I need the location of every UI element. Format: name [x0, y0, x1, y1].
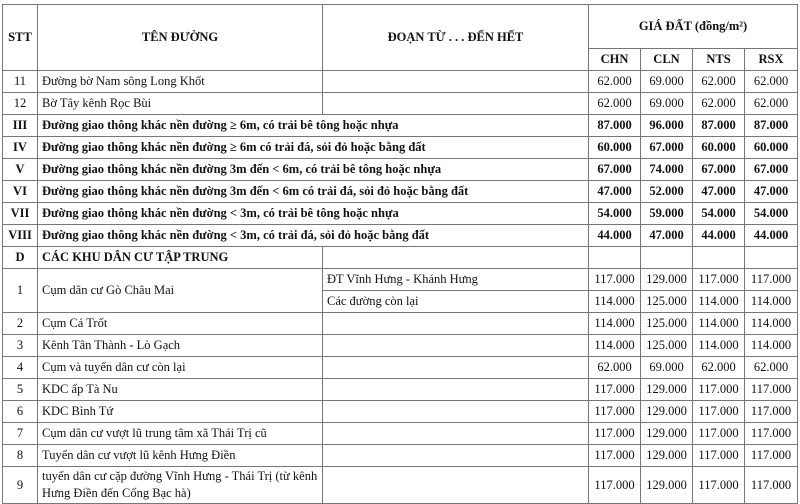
row-name: CÁC KHU DÂN CƯ TẬP TRUNG	[38, 247, 323, 269]
row-segment: ĐT Vĩnh Hưng - Khánh Hưng	[323, 269, 589, 291]
row-segment	[323, 335, 589, 357]
price-nts: 62.000	[693, 71, 745, 93]
price-nts	[693, 247, 745, 269]
row-segment	[323, 247, 589, 269]
row-stt: 4	[3, 357, 38, 379]
table-row	[3, 401, 798, 423]
section-row	[3, 247, 798, 269]
row-segment	[323, 93, 589, 115]
row-stt: 7	[3, 423, 38, 445]
price-cln: 129.000	[641, 445, 693, 467]
row-segment	[323, 445, 589, 467]
row-stt: 8	[3, 445, 38, 467]
header-stt: STT	[3, 5, 38, 71]
price-rsx	[745, 247, 798, 269]
price-rsx: 114.000	[745, 313, 798, 335]
row-stt: VI	[3, 181, 38, 203]
price-nts: 117.000	[693, 423, 745, 445]
table-row	[3, 269, 798, 291]
row-stt: D	[3, 247, 38, 269]
price-cln: 125.000	[641, 291, 693, 313]
row-name: Cụm dân cư vượt lũ trung tâm xã Thái Trị cũ	[38, 423, 323, 445]
row-stt: III	[3, 115, 38, 137]
section-row	[3, 225, 798, 247]
price-nts: 47.000	[693, 181, 745, 203]
price-cln	[641, 247, 693, 269]
price-cln: 129.000	[641, 423, 693, 445]
row-segment	[323, 71, 589, 93]
table-row	[3, 445, 798, 467]
header-price-group: GIÁ ĐẤT (đồng/m²)	[589, 5, 798, 49]
header-name: TÊN ĐƯỜNG	[38, 5, 323, 71]
price-chn: 117.000	[589, 423, 641, 445]
price-rsx: 62.000	[745, 357, 798, 379]
table-row	[3, 423, 798, 445]
price-cln: 69.000	[641, 93, 693, 115]
price-rsx: 117.000	[745, 423, 798, 445]
price-nts: 54.000	[693, 203, 745, 225]
price-nts: 114.000	[693, 313, 745, 335]
section-row	[3, 181, 798, 203]
price-rsx: 117.000	[745, 379, 798, 401]
price-cln: 69.000	[641, 357, 693, 379]
price-rsx: 62.000	[745, 93, 798, 115]
row-stt: 12	[3, 93, 38, 115]
table-row	[3, 357, 798, 379]
row-name: Đường giao thông khác nền đường 3m đến < 6m có trải đá, sỏi đỏ hoặc bằng đất	[38, 181, 589, 203]
table-row	[3, 379, 798, 401]
row-name: Cụm và tuyến dân cư còn lại	[38, 357, 323, 379]
price-nts: 117.000	[693, 269, 745, 291]
price-chn: 117.000	[589, 467, 641, 504]
row-stt: 9	[3, 467, 38, 504]
price-nts: 87.000	[693, 115, 745, 137]
price-rsx: 47.000	[745, 181, 798, 203]
price-chn: 87.000	[589, 115, 641, 137]
price-rsx: 44.000	[745, 225, 798, 247]
price-cln: 69.000	[641, 71, 693, 93]
price-nts: 114.000	[693, 291, 745, 313]
row-name: Tuyến dân cư vượt lũ kênh Hưng Điền	[38, 445, 323, 467]
header-segment: ĐOẠN TỪ . . . ĐẾN HẾT	[323, 5, 589, 71]
row-name: Đường bờ Nam sông Long Khốt	[38, 71, 323, 93]
price-chn: 114.000	[589, 313, 641, 335]
section-row	[3, 137, 798, 159]
price-chn: 117.000	[589, 445, 641, 467]
price-rsx: 114.000	[745, 291, 798, 313]
section-row	[3, 203, 798, 225]
row-segment: Các đường còn lại	[323, 291, 589, 313]
row-segment	[323, 401, 589, 423]
price-chn: 67.000	[589, 159, 641, 181]
price-cln: 129.000	[641, 401, 693, 423]
row-stt: 3	[3, 335, 38, 357]
row-stt: 6	[3, 401, 38, 423]
table-row	[3, 93, 798, 115]
row-segment	[323, 357, 589, 379]
price-nts: 60.000	[693, 137, 745, 159]
row-stt: 11	[3, 71, 38, 93]
row-name: Kênh Tân Thành - Lò Gạch	[38, 335, 323, 357]
price-chn: 62.000	[589, 93, 641, 115]
price-nts: 114.000	[693, 335, 745, 357]
price-nts: 117.000	[693, 467, 745, 504]
row-name: Đường giao thông khác nền đường 3m đến < 6m, có trải bê tông hoặc nhựa	[38, 159, 589, 181]
table-row	[3, 313, 798, 335]
header-cln: CLN	[641, 49, 693, 71]
price-cln: 129.000	[641, 379, 693, 401]
price-nts: 117.000	[693, 445, 745, 467]
price-chn: 114.000	[589, 291, 641, 313]
row-name: KDC Bình Tứ	[38, 401, 323, 423]
price-chn: 114.000	[589, 335, 641, 357]
row-name: tuyến dân cư cặp đường Vĩnh Hưng - Thái Trị (từ kênh Hưng Điền đến Cống Bạc hà)	[38, 467, 323, 504]
price-nts: 67.000	[693, 159, 745, 181]
price-chn: 117.000	[589, 401, 641, 423]
row-stt: 5	[3, 379, 38, 401]
row-segment	[323, 467, 589, 504]
price-nts: 62.000	[693, 357, 745, 379]
price-rsx: 117.000	[745, 401, 798, 423]
row-segment	[323, 379, 589, 401]
row-name: Bờ Tây kênh Rọc Bùi	[38, 93, 323, 115]
price-rsx: 62.000	[745, 71, 798, 93]
price-nts: 117.000	[693, 379, 745, 401]
price-cln: 125.000	[641, 335, 693, 357]
price-cln: 67.000	[641, 137, 693, 159]
row-stt: IV	[3, 137, 38, 159]
price-rsx: 117.000	[745, 445, 798, 467]
price-nts: 44.000	[693, 225, 745, 247]
price-chn: 60.000	[589, 137, 641, 159]
price-rsx: 67.000	[745, 159, 798, 181]
price-chn	[589, 247, 641, 269]
row-name: KDC ấp Tà Nu	[38, 379, 323, 401]
price-rsx: 60.000	[745, 137, 798, 159]
section-row	[3, 159, 798, 181]
row-name: Cụm Cá Trốt	[38, 313, 323, 335]
price-chn: 117.000	[589, 379, 641, 401]
table-row	[3, 467, 798, 504]
land-price-table	[2, 4, 798, 504]
price-chn: 54.000	[589, 203, 641, 225]
row-name: Đường giao thông khác nền đường ≥ 6m, có trải bê tông hoặc nhựa	[38, 115, 589, 137]
price-rsx: 117.000	[745, 467, 798, 504]
row-segment	[323, 313, 589, 335]
table-row	[3, 71, 798, 93]
header-nts: NTS	[693, 49, 745, 71]
row-stt: VIII	[3, 225, 38, 247]
price-nts: 62.000	[693, 93, 745, 115]
price-chn: 47.000	[589, 181, 641, 203]
price-nts: 117.000	[693, 401, 745, 423]
section-row	[3, 115, 798, 137]
row-name: Cụm dân cư Gò Châu Mai	[38, 269, 323, 313]
price-cln: 125.000	[641, 313, 693, 335]
price-chn: 117.000	[589, 269, 641, 291]
row-segment	[323, 423, 589, 445]
header-rsx: RSX	[745, 49, 798, 71]
row-stt: V	[3, 159, 38, 181]
row-name: Đường giao thông khác nền đường ≥ 6m có trải đá, sỏi đỏ hoặc bằng đất	[38, 137, 589, 159]
price-rsx: 87.000	[745, 115, 798, 137]
price-rsx: 54.000	[745, 203, 798, 225]
row-name: Đường giao thông khác nền đường < 3m, có trải đá, sỏi đỏ hoặc bằng đất	[38, 225, 589, 247]
row-stt: 2	[3, 313, 38, 335]
price-rsx: 117.000	[745, 269, 798, 291]
table-row	[3, 335, 798, 357]
row-stt: 1	[3, 269, 38, 313]
price-cln: 74.000	[641, 159, 693, 181]
row-name: Đường giao thông khác nền đường < 3m, có trải bê tông hoặc nhựa	[38, 203, 589, 225]
header-chn: CHN	[589, 49, 641, 71]
price-cln: 47.000	[641, 225, 693, 247]
price-rsx: 114.000	[745, 335, 798, 357]
price-chn: 62.000	[589, 357, 641, 379]
price-chn: 62.000	[589, 71, 641, 93]
price-cln: 96.000	[641, 115, 693, 137]
price-cln: 129.000	[641, 269, 693, 291]
header-row	[3, 5, 798, 49]
price-cln: 129.000	[641, 467, 693, 504]
price-cln: 52.000	[641, 181, 693, 203]
price-chn: 44.000	[589, 225, 641, 247]
price-cln: 59.000	[641, 203, 693, 225]
row-stt: VII	[3, 203, 38, 225]
